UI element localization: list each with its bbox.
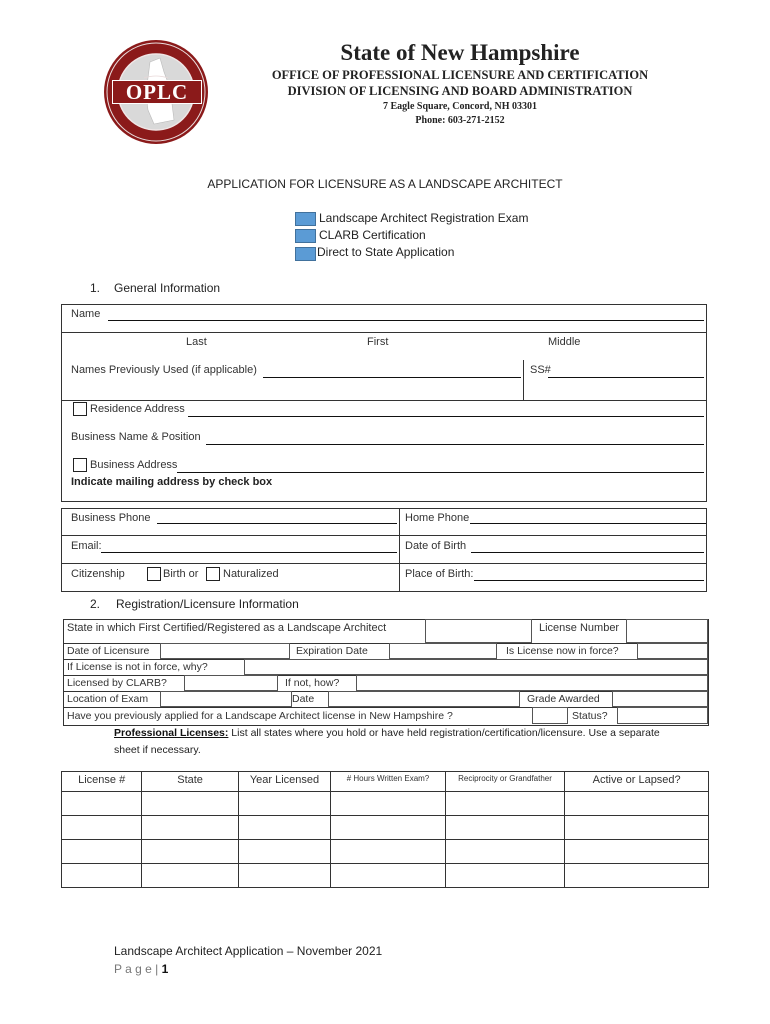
divider (61, 400, 706, 401)
expiration-field[interactable] (389, 643, 497, 659)
table-cell[interactable] (445, 792, 565, 816)
exam-date-label: Date (292, 693, 315, 705)
clarb-label: Licensed by CLARB? (67, 677, 167, 689)
divider (523, 360, 524, 400)
table-row (62, 864, 709, 888)
dob-label: Date of Birth (405, 540, 467, 552)
table-row (62, 792, 709, 816)
footer-title: Landscape Architect Application – November 2021 (114, 944, 383, 958)
home-phone-field[interactable] (470, 523, 706, 524)
footer-page (114, 962, 168, 976)
table-cell[interactable] (238, 816, 330, 840)
section2-heading: Registration/Licensure Information (116, 597, 299, 611)
status-label: Status? (572, 710, 608, 722)
citizenship-naturalized-checkbox[interactable] (206, 567, 220, 581)
if-not-field[interactable] (356, 675, 708, 691)
table-cell[interactable] (565, 816, 709, 840)
table-cell[interactable] (142, 864, 238, 888)
date-licensure-label: Date of Licensure (67, 645, 150, 657)
date-licensure-field[interactable] (160, 643, 290, 659)
divider (399, 508, 400, 592)
table-cell[interactable] (142, 840, 238, 864)
table-cell[interactable] (331, 840, 446, 864)
prev-names-field[interactable] (263, 377, 521, 378)
last-name-label: Last (186, 336, 207, 348)
table-cell[interactable] (62, 792, 142, 816)
state-first-field[interactable] (425, 619, 532, 643)
section1-number: 1. (90, 281, 101, 295)
table-cell[interactable] (445, 816, 565, 840)
in-force-field[interactable] (637, 643, 708, 659)
mailing-note: Indicate mailing address by check box (71, 476, 273, 488)
divider (61, 563, 706, 564)
col-state: State (142, 772, 238, 792)
citizenship-label: Citizenship (71, 568, 125, 580)
divider (61, 535, 706, 536)
professional-licenses-note (114, 727, 660, 739)
table-cell[interactable] (142, 792, 238, 816)
table-header-row (62, 772, 709, 792)
first-name-label: First (367, 336, 389, 348)
table-cell[interactable] (238, 840, 330, 864)
business-phone-label: Business Phone (71, 512, 151, 524)
grade-field[interactable] (612, 691, 708, 707)
applied-before-field[interactable] (532, 707, 568, 724)
exam-date-field[interactable] (328, 691, 520, 707)
col-reciprocity: Reciprocity or Grandfather (445, 772, 565, 792)
in-force-label: Is License now in force? (506, 645, 619, 657)
citizenship-naturalized-label: Naturalized (223, 568, 279, 580)
divider (63, 707, 708, 708)
table-cell[interactable] (331, 792, 446, 816)
expiration-label: Expiration Date (296, 645, 368, 657)
section1-heading: General Information (114, 281, 221, 295)
license-number-label: License Number (539, 622, 620, 634)
location-field[interactable] (160, 691, 292, 707)
table-cell[interactable] (445, 840, 565, 864)
table-cell[interactable] (565, 864, 709, 888)
status-field[interactable] (617, 707, 708, 724)
pob-label: Place of Birth: (405, 568, 474, 580)
dob-field[interactable] (471, 552, 704, 553)
option-exam-checkbox[interactable] (295, 212, 316, 226)
professional-licenses-text: List all states where you hold or have held registration/certification/licensure. Use a separate (228, 727, 660, 739)
option-exam-label: Landscape Architect Registration Exam (319, 211, 529, 225)
applied-before-label: Have you previously applied for a Landscape Architect license in New Hampshire ? (67, 710, 453, 722)
office-phone: Phone: 603-271-2152 (415, 115, 505, 126)
professional-licenses-label: Professional Licenses: (114, 727, 229, 739)
residence-mailing-checkbox[interactable] (73, 402, 87, 416)
business-address-field[interactable] (177, 472, 704, 473)
professional-licenses-text2: sheet if necessary. (114, 744, 201, 756)
prev-names-label: Names Previously Used (if applicable) (71, 364, 257, 376)
application-title: APPLICATION FOR LICENSURE AS A LANDSCAPE ARCHITECT (207, 177, 563, 191)
business-mailing-checkbox[interactable] (73, 458, 87, 472)
option-clarb-label: CLARB Certification (319, 228, 426, 242)
table-cell[interactable] (238, 864, 330, 888)
license-number-field[interactable] (626, 619, 708, 643)
table-cell[interactable] (565, 792, 709, 816)
table-cell[interactable] (565, 840, 709, 864)
option-clarb-checkbox[interactable] (295, 229, 316, 243)
table-row (62, 840, 709, 864)
business-name-field[interactable] (206, 444, 704, 445)
pob-field[interactable] (474, 580, 704, 581)
business-name-label: Business Name & Position (71, 431, 201, 443)
ss-label: SS# (530, 364, 551, 376)
col-year-licensed: Year Licensed (238, 772, 330, 792)
col-active-lapsed: Active or Lapsed? (565, 772, 709, 792)
if-not-label: If not, how? (285, 677, 340, 689)
name-label: Name (71, 308, 101, 320)
table-cell[interactable] (62, 864, 142, 888)
grade-label: Grade Awarded (527, 693, 600, 705)
ss-field[interactable] (548, 377, 704, 378)
footer-page-number: 1 (161, 962, 169, 976)
option-direct-checkbox[interactable] (295, 247, 316, 261)
table-cell[interactable] (62, 840, 142, 864)
email-label: Email: (71, 540, 102, 552)
not-in-force-field[interactable] (244, 659, 708, 675)
residence-field[interactable] (188, 416, 704, 417)
clarb-field[interactable] (184, 675, 278, 691)
middle-name-label: Middle (548, 336, 581, 348)
table-cell[interactable] (238, 792, 330, 816)
divider (61, 332, 706, 333)
seal-logo-text: OPLC (112, 80, 202, 104)
state-title: State of New Hampshire (340, 40, 580, 65)
business-phone-field[interactable] (157, 523, 397, 524)
table-cell[interactable] (331, 864, 446, 888)
division-name: DIVISION OF LICENSING AND BOARD ADMINISTRATION (287, 84, 633, 98)
col-hours-exam: # Hours Written Exam? (331, 772, 446, 792)
footer-page-separator: | (151, 962, 162, 976)
professional-licenses-table (61, 771, 709, 888)
option-direct-label: Direct to State Application (317, 245, 455, 259)
table-row (62, 816, 709, 840)
email-field[interactable] (101, 552, 397, 553)
table-cell[interactable] (331, 816, 446, 840)
col-license-number: License # (62, 772, 142, 792)
citizenship-birth-checkbox[interactable] (147, 567, 161, 581)
citizenship-birth-label: Birth or (163, 568, 199, 580)
business-address-label: Business Address (90, 459, 178, 471)
section2-number: 2. (90, 597, 101, 611)
footer-page-word: P a g e (114, 962, 152, 976)
home-phone-label: Home Phone (405, 512, 470, 524)
not-in-force-label: If License is not in force, why? (67, 661, 208, 673)
office-address: 7 Eagle Square, Concord, NH 03301 (383, 101, 537, 112)
table-cell[interactable] (142, 816, 238, 840)
state-first-label: State in which First Certified/Registered as a Landscape Architect (67, 622, 387, 634)
table-cell[interactable] (62, 816, 142, 840)
table-cell[interactable] (445, 864, 565, 888)
residence-label: Residence Address (90, 403, 185, 415)
name-field[interactable] (108, 320, 704, 321)
location-label: Location of Exam (67, 693, 149, 705)
office-name: OFFICE OF PROFESSIONAL LICENSURE AND CERTIFICATION (271, 68, 649, 82)
